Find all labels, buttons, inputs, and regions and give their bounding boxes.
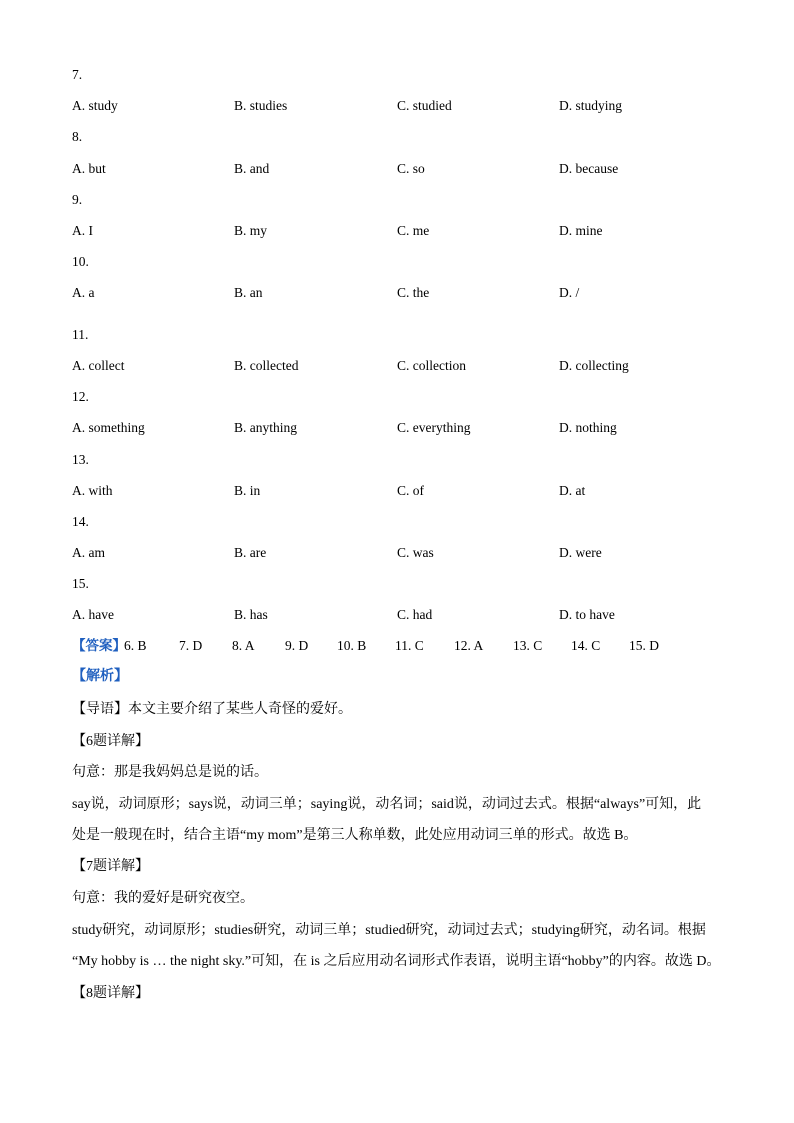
answer-item: 6. B (124, 638, 147, 653)
option-c[interactable]: C. the (397, 285, 430, 300)
guide-line (72, 701, 352, 719)
option-a[interactable]: A. collect (72, 358, 125, 373)
option-a[interactable]: A. with (72, 483, 113, 498)
option-c[interactable]: C. was (397, 545, 434, 560)
guide-text: 本文主要介绍了某些人奇怪的爱好。 (128, 702, 352, 717)
q7-title: 【7题详解】 (72, 859, 149, 874)
answer-item: 10. B (337, 638, 367, 653)
option-a[interactable]: A. something (72, 420, 145, 435)
guide-label: 【导语】 (72, 702, 128, 717)
answer-item: 12. A (454, 638, 484, 653)
option-d[interactable]: D. nothing (559, 420, 617, 435)
q7-detail-line: study研究，动词原形；studies研究，动词三单；studied研究，动词过去式；studying研究，动名词。根据 (72, 923, 706, 938)
option-d[interactable]: D. collecting (559, 358, 629, 373)
answer-item: 9. D (285, 638, 309, 653)
question-number: 9. (72, 192, 83, 207)
option-c[interactable]: C. so (397, 161, 425, 176)
option-row (72, 284, 732, 302)
question-number: 7. (72, 67, 83, 82)
option-c[interactable]: C. everything (397, 420, 471, 435)
option-d[interactable]: D. mine (559, 223, 603, 238)
q6-title: 【6题详解】 (72, 734, 149, 749)
q8-title: 【8题详解】 (72, 986, 149, 1001)
answer-item: 8. A (232, 638, 255, 653)
q6-meaning: 句意：那是我妈妈总是说的话。 (72, 765, 268, 780)
option-d[interactable]: D. at (559, 483, 586, 498)
option-c[interactable]: C. me (397, 223, 430, 238)
option-b[interactable]: B. are (234, 545, 267, 560)
option-a[interactable]: A. but (72, 161, 106, 176)
option-d[interactable]: D. to have (559, 607, 615, 622)
option-d[interactable]: D. studying (559, 98, 623, 113)
option-row (72, 357, 732, 375)
option-b[interactable]: B. anything (234, 420, 297, 435)
question-number: 11. (72, 327, 89, 342)
option-row (72, 482, 732, 500)
option-d[interactable]: D. / (559, 285, 580, 300)
option-row (72, 160, 732, 178)
question-number: 10. (72, 254, 89, 269)
option-c[interactable]: C. collection (397, 358, 466, 373)
answer-label: 【答案】 (72, 638, 126, 653)
q6-detail-line: say说，动词原形；says说，动词三单；saying说，动名词；said说，动词过去式。根据“always”可知，此 (72, 797, 702, 812)
option-b[interactable]: B. collected (234, 358, 299, 373)
option-row (72, 606, 732, 624)
option-b[interactable]: B. and (234, 161, 270, 176)
option-a[interactable]: A. have (72, 607, 114, 622)
answer-item: 14. C (571, 638, 601, 653)
answer-item: 7. D (179, 638, 203, 653)
q6-detail-line: 处是一般现在时，结合主语“my mom”是第三人称单数，此处应用动词三单的形式。故选 B。 (72, 828, 638, 843)
question-number: 13. (72, 452, 89, 467)
option-a[interactable]: A. am (72, 545, 105, 560)
q7-meaning: 句意：我的爱好是研究夜空。 (72, 891, 254, 906)
option-b[interactable]: B. in (234, 483, 261, 498)
option-b[interactable]: B. my (234, 223, 268, 238)
option-b[interactable]: B. studies (234, 98, 288, 113)
question-number: 15. (72, 576, 89, 591)
answer-item: 11. C (395, 638, 424, 653)
question-number: 12. (72, 389, 89, 404)
option-row (72, 544, 732, 562)
answer-item: 13. C (513, 638, 543, 653)
option-row (72, 222, 732, 240)
question-number: 14. (72, 514, 89, 529)
option-d[interactable]: D. because (559, 161, 619, 176)
option-row (72, 97, 732, 115)
answer-row (72, 637, 732, 655)
question-number: 8. (72, 129, 83, 144)
option-a[interactable]: A. I (72, 223, 93, 238)
option-a[interactable]: A. a (72, 285, 95, 300)
analysis-label: 【解析】 (72, 669, 128, 684)
option-d[interactable]: D. were (559, 545, 602, 560)
option-c[interactable]: C. studied (397, 98, 452, 113)
option-a[interactable]: A. study (72, 98, 118, 113)
q7-detail-line: “My hobby is … the night sky.”可知，在 is 之后应用动名词形式作表语，说明主语“hobby”的内容。故选 D。 (72, 954, 721, 969)
option-c[interactable]: C. had (397, 607, 433, 622)
option-row (72, 419, 732, 437)
option-c[interactable]: C. of (397, 483, 424, 498)
option-b[interactable]: B. has (234, 607, 268, 622)
answer-item: 15. D (629, 638, 659, 653)
option-b[interactable]: B. an (234, 285, 263, 300)
